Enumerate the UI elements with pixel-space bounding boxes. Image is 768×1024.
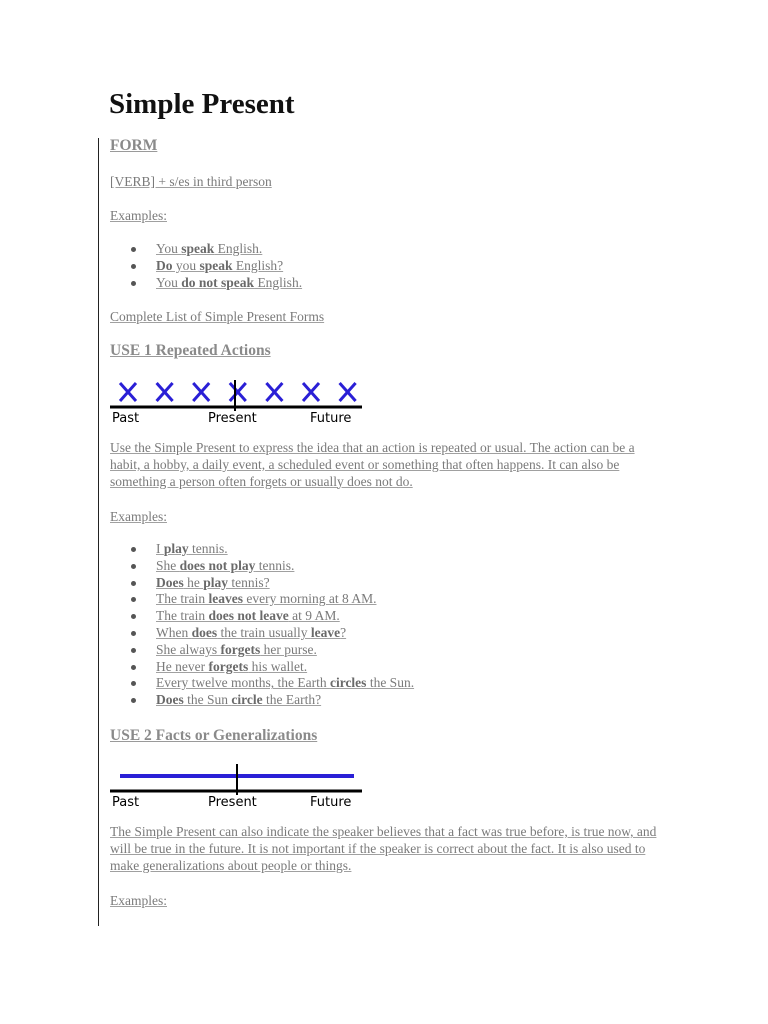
example-item[interactable]: [110, 591, 414, 608]
example-fragment: I: [156, 541, 164, 556]
repeat-mark-x: [266, 383, 282, 401]
bullet-icon: [131, 665, 136, 670]
use1-timeline-label-future: Future: [310, 411, 352, 424]
left-margin-rule: [98, 138, 99, 926]
example-item[interactable]: [110, 241, 302, 258]
use2-timeline-label-present: Present: [208, 795, 257, 808]
example-verb: circle: [231, 692, 263, 708]
example-item[interactable]: [110, 659, 414, 676]
bullet-icon: [131, 281, 136, 286]
form-rule[interactable]: [VERB] + s/es in third person: [110, 174, 272, 189]
use2-timeline-diagram: [110, 762, 370, 808]
example-fragment: the Sun: [183, 692, 232, 708]
example-text: [156, 625, 346, 640]
example-fragment: She: [156, 557, 180, 573]
example-text: [156, 541, 228, 556]
example-fragment: English?: [232, 257, 284, 273]
example-fragment: at 9 AM.: [288, 608, 340, 624]
repeat-mark-x: [303, 383, 319, 401]
example-fragment: The train: [156, 591, 209, 607]
example-verb: forgets: [208, 658, 249, 674]
example-fragment: the Earth?: [262, 692, 322, 708]
example-fragment: You: [156, 241, 182, 256]
example-verb: Does: [156, 692, 184, 708]
example-text: [156, 608, 340, 623]
example-verb: Does: [156, 574, 184, 590]
bullet-icon: [131, 597, 136, 602]
example-fragment: tennis?: [228, 574, 270, 590]
example-fragment: You: [156, 274, 182, 290]
use2-description[interactable]: The Simple Present can also indicate the speaker believes that a fact was true before, is true now, and will be true in the future. It is not important if the speaker is correct about the fact. It is also used to make generalizations about people or things.: [110, 824, 657, 873]
example-fragment: tennis.: [255, 557, 295, 573]
example-fragment: her purse.: [260, 641, 317, 657]
example-verb: does not play: [179, 557, 256, 573]
repeat-mark-x: [120, 383, 136, 401]
form-heading[interactable]: FORM: [110, 137, 158, 154]
example-verb: leaves: [208, 591, 243, 607]
use1-timeline-label-present: Present: [208, 411, 257, 424]
bullet-icon: [131, 581, 136, 586]
example-verb: speak: [181, 241, 215, 256]
example-text: [156, 258, 283, 273]
example-text: [156, 241, 262, 256]
example-item[interactable]: [110, 541, 414, 558]
complete-list-link[interactable]: Complete List of Simple Present Forms: [110, 309, 325, 324]
repeat-mark-x: [193, 383, 209, 401]
example-fragment: tennis.: [188, 541, 228, 556]
example-fragment: He never: [156, 658, 209, 674]
repeat-mark-x: [340, 383, 356, 401]
use1-timeline-diagram: [110, 378, 370, 424]
bullet-icon: [131, 547, 136, 552]
example-text: [156, 692, 321, 707]
use1-examples-label[interactable]: Examples:: [110, 509, 167, 524]
bullet-icon: [131, 648, 136, 653]
use1-description[interactable]: Use the Simple Present to express the idea that an action is repeated or usual. The action can be a habit, a hobby, a daily event, a scheduled event or something that often happens. It can also be something a person often forgets or usually does not do.: [110, 440, 635, 489]
example-fragment: English.: [254, 274, 303, 290]
form-examples-label[interactable]: Examples:: [110, 208, 167, 223]
repeat-mark-x: [157, 383, 173, 401]
use1-examples-list: [110, 541, 414, 709]
example-fragment: he: [183, 574, 204, 590]
example-fragment: every morning at 8 AM.: [242, 591, 377, 607]
use1-heading[interactable]: USE 1 Repeated Actions: [110, 342, 271, 359]
example-text: [156, 591, 376, 606]
example-verb: circles: [329, 675, 367, 691]
bullet-icon: [131, 264, 136, 269]
bullet-icon: [131, 681, 136, 686]
bullet-icon: [131, 247, 136, 252]
example-item[interactable]: [110, 692, 414, 709]
bullet-icon: [131, 698, 136, 703]
example-fragment: English.: [214, 241, 263, 256]
bullet-icon: [131, 564, 136, 569]
use2-timeline-label-past: Past: [112, 795, 140, 808]
example-fragment: Every twelve months, the Earth: [156, 675, 330, 691]
example-verb: forgets: [220, 641, 261, 657]
example-fragment: She always: [156, 641, 221, 657]
example-text: [156, 675, 414, 690]
example-text: [156, 642, 317, 657]
example-item[interactable]: [110, 642, 414, 659]
example-verb: speak: [199, 257, 233, 273]
example-verb: play: [203, 574, 229, 590]
bullet-icon: [131, 614, 136, 619]
use1-timeline-marks: [120, 383, 356, 401]
example-verb: does not leave: [208, 608, 289, 624]
example-verb: Do: [156, 257, 173, 273]
example-item[interactable]: [110, 275, 302, 292]
example-item[interactable]: [110, 675, 414, 692]
example-item[interactable]: [110, 608, 414, 625]
example-verb: leave: [310, 624, 341, 640]
example-text: [156, 659, 307, 674]
form-examples-list: [110, 241, 302, 291]
example-text: [156, 575, 270, 590]
use2-heading[interactable]: USE 2 Facts or Generalizations: [110, 727, 318, 744]
use1-timeline-label-past: Past: [112, 411, 140, 424]
bullet-icon: [131, 631, 136, 636]
example-item[interactable]: [110, 258, 302, 275]
example-fragment: When: [156, 624, 192, 640]
example-verb: does: [191, 624, 218, 640]
example-fragment: his wallet.: [248, 658, 308, 674]
example-fragment: The train: [156, 608, 209, 624]
example-verb: do not speak: [181, 274, 255, 290]
example-fragment: ?: [340, 624, 347, 640]
repeat-mark-x: [230, 383, 246, 401]
example-fragment: you: [172, 257, 200, 273]
example-text: [156, 275, 302, 290]
use2-timeline-label-future: Future: [310, 795, 352, 808]
example-text: [156, 558, 294, 573]
example-item[interactable]: [110, 558, 414, 575]
example-verb: play: [163, 541, 189, 556]
example-item[interactable]: [110, 625, 414, 642]
use2-examples-label[interactable]: Examples:: [110, 893, 167, 908]
example-fragment: the train usually: [217, 624, 311, 640]
example-fragment: the Sun.: [366, 675, 415, 691]
example-item[interactable]: [110, 575, 414, 592]
page-title: Simple Present: [109, 88, 295, 120]
